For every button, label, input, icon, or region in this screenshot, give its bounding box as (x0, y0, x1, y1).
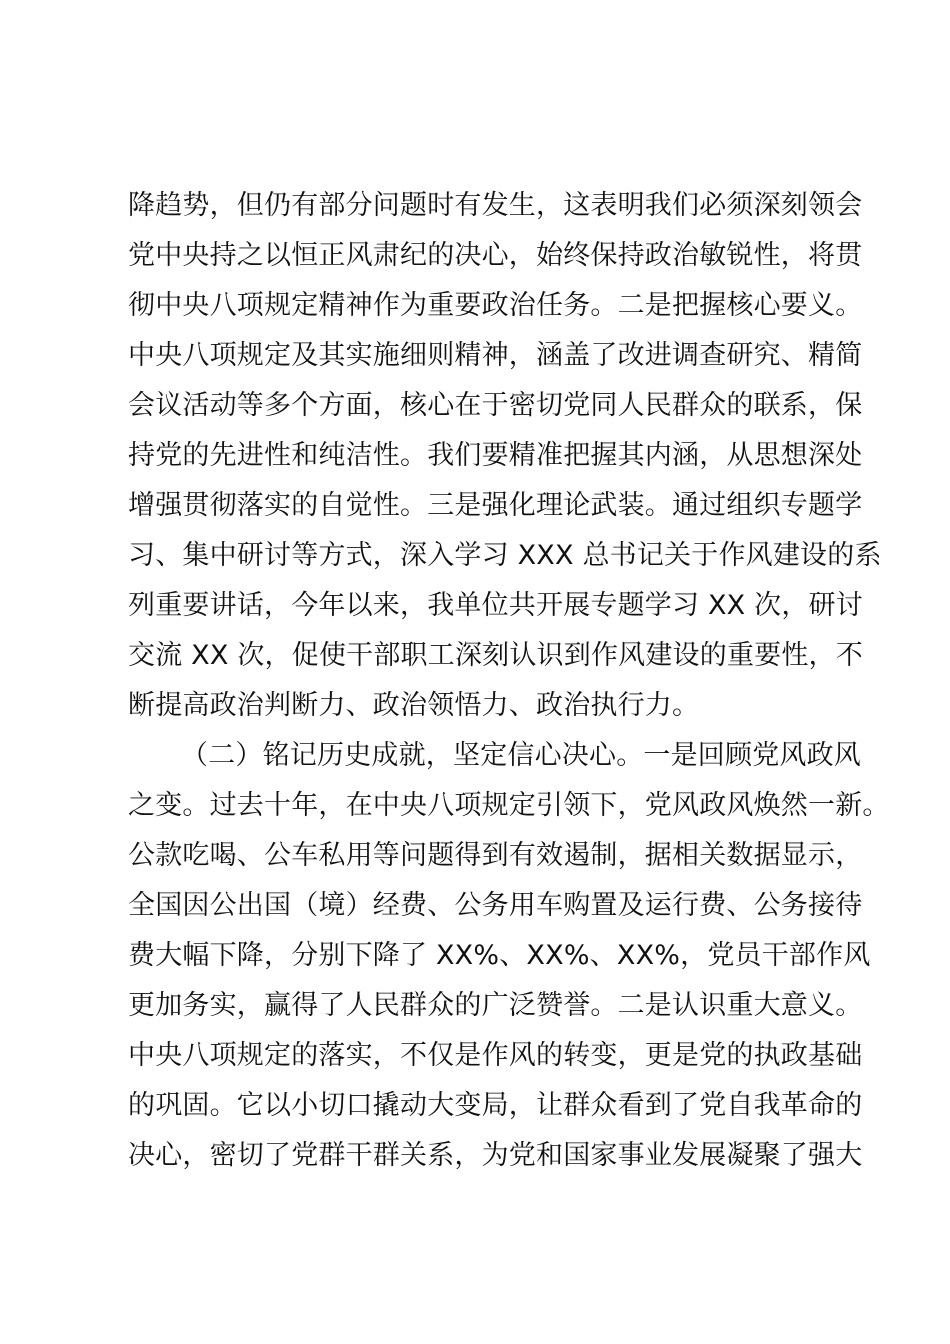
paragraph-line: 决心，密切了党群干群关系，为党和国家事业发展凝聚了强大 (128, 1140, 863, 1171)
paragraph-line: 列重要讲话，今年以来，我单位共开展专题学习 XX 次，研讨 (128, 590, 863, 621)
paragraph-line: 更加务实，赢得了人民群众的广泛赞誉。二是认识重大意义。 (128, 990, 863, 1021)
paragraph-line: 彻中央八项规定精神作为重要政治任务。二是把握核心要义。 (128, 290, 863, 321)
paragraph-line: 公款吃喝、公车私用等问题得到有效遏制，据相关数据显示， (128, 840, 863, 871)
paragraph-line: 中央八项规定及其实施细则精神，涵盖了改进调查研究、精简 (128, 340, 863, 371)
paragraph-line: 的巩固。它以小切口撬动大变局，让群众看到了党自我革命的 (128, 1090, 863, 1121)
paragraph-line: 之变。过去十年，在中央八项规定引领下，党风政风焕然一新。 (128, 790, 890, 821)
paragraph-line: 断提高政治判断力、政治领悟力、政治执行力。 (128, 690, 700, 721)
paragraph-line: 党中央持之以恒正风肃纪的决心，始终保持政治敏锐性，将贯 (128, 240, 863, 271)
paragraph-line: 增强贯彻落实的自觉性。三是强化理论武装。通过组织专题学 (128, 490, 863, 521)
paragraph-line: 全国因公出国（境）经费、公务用车购置及运行费、公务接待 (128, 890, 863, 921)
paragraph-line: 中央八项规定的落实，不仅是作风的转变，更是党的执政基础 (128, 1040, 863, 1071)
paragraph-line: 习、集中研讨等方式，深入学习 XXX 总书记关于作风建设的系 (128, 540, 882, 571)
section-heading-line: （二）铭记历史成就，坚定信心决心。一是回顾党风政风 (181, 740, 861, 771)
paragraph-line: 会议活动等多个方面，核心在于密切党同人民群众的联系，保 (128, 390, 863, 421)
paragraph-line: 交流 XX 次，促使干部职工深刻认识到作风建设的重要性，不 (128, 640, 863, 671)
paragraph-line: 持党的先进性和纯洁性。我们要精准把握其内涵，从思想深处 (128, 440, 863, 471)
paragraph-line: 费大幅下降，分别下降了 XX%、XX%、XX%，党员干部作风 (128, 940, 871, 971)
paragraph-line: 降趋势，但仍有部分问题时有发生，这表明我们必须深刻领会 (128, 190, 863, 221)
